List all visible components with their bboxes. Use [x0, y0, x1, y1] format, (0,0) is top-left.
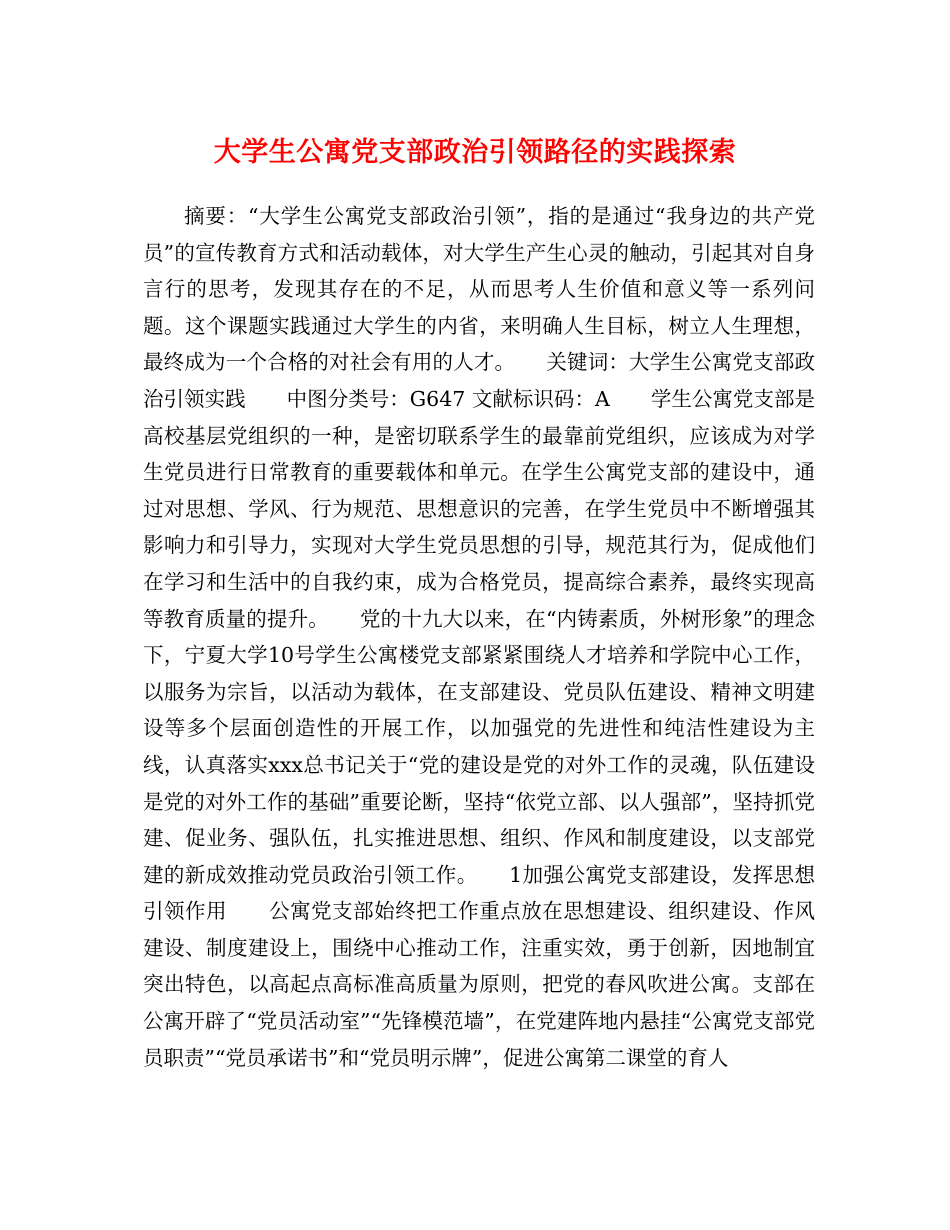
document-body: 摘要：“大学生公寓党支部政治引领”，指的是通过“我身边的共产党员”的宣传教育方式和活动载体，对大学生产生心灵的触动，引起其对自身言行的思考，发现其存在的不足，从而思考人生价值和意义等一系列问题。这个课题实践通过大学生的内省，来明确人生目标，树立人生理想，最终成为一个合格的对社会有用的人才。 关键词：大学生公寓党支部政治引领实践 中图分类号：G647 文献标识码：A 学生公寓党支部是高校基层党组织的一种，是密切联系学生的最靠前党组织，应该成为对学生党员进行日常教育的重要载体和单元。在学生公寓党支部的建设中，通过对思想、学风、行为规范、思想意识的完善，在学生党员中不断增强其影响力和引导力，实现对大学生党员思想的引导，规范其行为，促成他们在学习和生活中的自我约束，成为合格党员，提高综合素养，最终实现高等教育质量的提升。 党的十九大以来，在“内铸素质，外树形象”的理念下，宁夏大学10号学生公寓楼党支部紧紧围绕人才培养和学院中心工作，以服务为宗旨，以活动为载体，在支部建设、党员队伍建设、精神文明建设等多个层面创造性的开展工作，以加强党的先进性和纯洁性建设为主线，认真落实xxx总书记关于“党的建设是党的对外工作的灵魂，队伍建设是党的对外工作的基础”重要论断，坚持“依党立部、以人强部”，坚持抓党建、促业务、强队伍，扎实推进思想、组织、作风和制度建设，以支部党建的新成效推动党员政治引领工作。 1加强公寓党支部建设，发挥思想引领作用 公寓党支部始终把工作重点放在思想建设、组织建设、作风建设、制度建设上，围绕中心推动工作，注重实效，勇于创新，因地制宜突出特色，以高起点高标准高质量为原则，把党的春风吹进公寓。支部在公寓开辟了“党员活动室”“先锋模范墙”，在党建阵地内悬挂“公寓党支部党员职责”“党员承诺书”和“党员明示牌”，促进公寓第二课堂的育人	[143, 204, 815, 1070]
document-title: 大学生公寓党支部政治引领路径的实践探索	[213, 137, 737, 168]
